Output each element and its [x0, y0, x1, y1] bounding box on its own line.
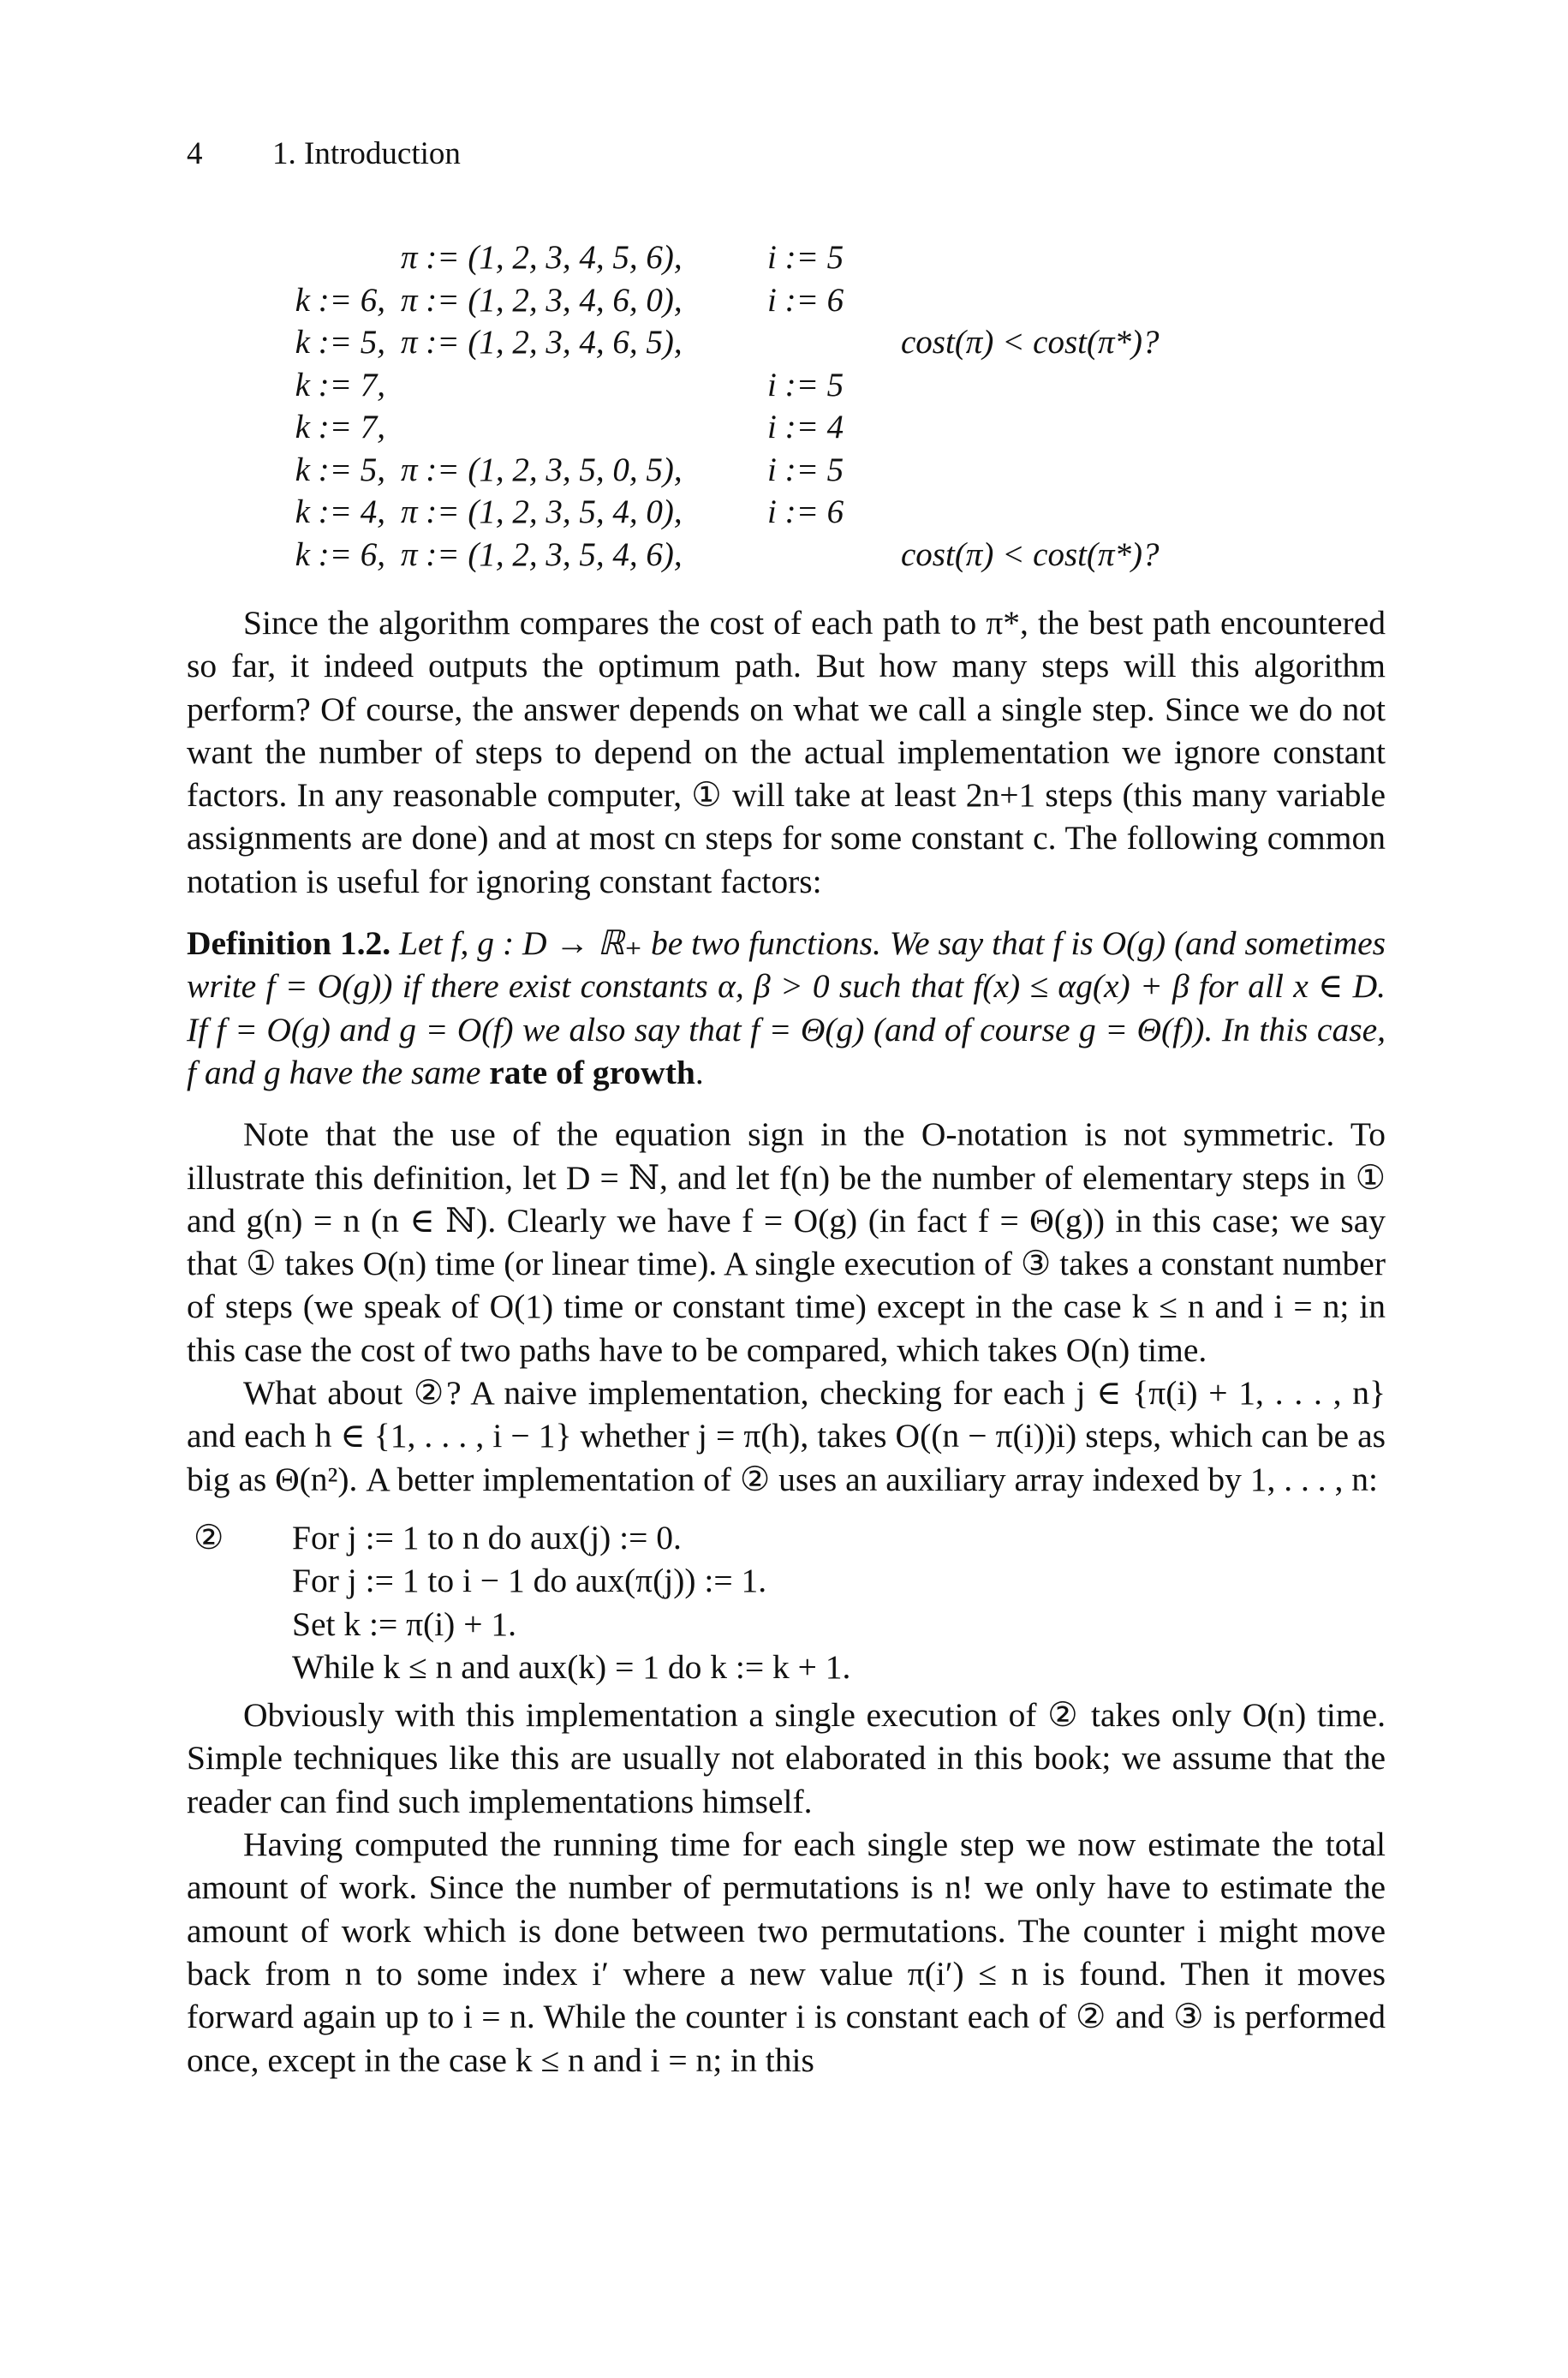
algorithm-statement: For j := 1 to n do aux(j) := 0. [292, 1518, 682, 1556]
algorithm-statement: For j := 1 to i − 1 do aux(π(j)) := 1. [292, 1562, 767, 1600]
paragraph-implementation-note: Obviously with this implementation a single execution of ② takes only O(n) time. Simple techniques like this are usually not elaborated in this book; we assume that the reader can find such implementations himself. [187, 1696, 1386, 1820]
trace-cost: cost(π) < cost(π*)? [901, 535, 1160, 573]
trace-i: i := 4 [767, 409, 844, 445]
trace-pi: π := (1, 2, 3, 5, 4, 6), [401, 535, 683, 573]
definition-label: Definition 1.2. [187, 924, 391, 963]
trace-row [187, 408, 1403, 451]
page-header [187, 135, 461, 172]
trace-cost: cost(π) < cost(π*)? [901, 324, 1160, 361]
trace-k: k := 5, [295, 451, 385, 488]
definition-term: rate of growth [489, 1053, 695, 1091]
trace-k: k := 4, [295, 493, 385, 530]
trace-k: k := 6, [295, 535, 385, 573]
paragraph-naive-implementation: What about ②? A naive implementation, checking for each j ∈ {π(i) + 1, . . . , n} and each h ∈ {1, . . . , i − 1} whether j = π(h), takes O((n − π(i))i) steps, which can be as big as Θ(n²). A better implementation of ② uses an auxiliary array indexed by 1, . . . , n: [187, 1374, 1386, 1498]
trace-pi: π := (1, 2, 3, 5, 4, 0), [401, 493, 683, 530]
running-title: 1. Introduction [272, 136, 461, 171]
trace-i: i := 5 [767, 366, 844, 403]
algorithm-line [187, 1516, 1386, 1559]
trace-i: i := 6 [767, 493, 844, 530]
definition-body: Let f, g : D → ℝ₊ be two functions. We say that f is O(g) (and sometimes write f = O(g)) if there exist constants α, β > 0 such that f(x) ≤ αg(x) + β for all x ∈ D. If f = O(g) and g = O(f) we also say that f = Θ(g) (and of course g = Θ(f)). In this case, f and g have the same [187, 924, 1386, 1091]
algorithm-line [187, 1646, 1386, 1688]
page-number: 4 [187, 136, 203, 171]
definition-end: . [695, 1053, 704, 1091]
trace-pi: π := (1, 2, 3, 4, 6, 5), [401, 324, 683, 361]
definition-1-2 [187, 922, 1386, 1094]
paragraph-algorithm-cost: Since the algorithm compares the cost of each path to π*, the best path encountered so far, it indeed outputs the optimum path. But how many steps will this algorithm perform? Of course, the answer depends on what we call a single step. Since we do not want the number of steps to depend on the actual implementation we ignore constant factors. In any reasonable computer, ① will take at least 2n+1 steps (this many variable assignments are done) and at most cn steps for some constant c. The following common notation is useful for ignoring constant factors: [187, 604, 1386, 900]
trace-row [187, 238, 1403, 281]
trace-pi: π := (1, 2, 3, 4, 5, 6), [401, 239, 683, 276]
trace-i: i := 5 [767, 451, 844, 488]
trace-i: i := 5 [767, 239, 844, 276]
paragraph-o-notation: Note that the use of the equation sign in the O-notation is not symmetric. To illustrate this definition, let D = ℕ, and let f(n) be the number of elementary steps in ① and g(n) = n (n ∈ ℕ). Clearly we have f = O(g) (in fact f = Θ(g)) in this case; we say that ① takes O(n) time (or linear time). A single execution of ③ takes a constant number of steps (we speak of O(1) time or constant time) except in the case k ≤ n and i = n; in this case the cost of two paths have to be compared, which takes O(n) time. [187, 1115, 1386, 1369]
trace-row [187, 366, 1403, 409]
trace-k: k := 7, [295, 409, 385, 445]
trace-pi: π := (1, 2, 3, 4, 6, 0), [401, 281, 683, 319]
trace-k: k := 6, [295, 281, 385, 319]
execution-trace [187, 238, 1403, 577]
trace-row [187, 535, 1403, 578]
trace-row [187, 323, 1403, 366]
algorithm-block [187, 1516, 1386, 1688]
trace-k: k := 5, [295, 324, 385, 361]
trace-row [187, 451, 1403, 493]
trace-row [187, 493, 1403, 535]
trace-row [187, 281, 1403, 324]
step-marker: ② [194, 1518, 224, 1556]
trace-pi: π := (1, 2, 3, 5, 0, 5), [401, 451, 683, 488]
algorithm-statement: Set k := π(i) + 1. [292, 1604, 516, 1643]
algorithm-line [187, 1603, 1386, 1646]
body-text [187, 601, 1386, 2082]
trace-i: i := 6 [767, 281, 844, 319]
algorithm-line [187, 1559, 1386, 1602]
paragraph-running-time: Having computed the running time for each single step we now estimate the total amount of work. Since the number of permutations is n! we only have to estimate the amount of work which is done between two permutations. The counter i might move back from n to some index i′ where a new value π(i′) ≤ n is found. Then it moves forward again up to i = n. While the counter i is constant each of ② and ③ is performed once, except in the case k ≤ n and i = n; in this [187, 1825, 1386, 2079]
algorithm-statement: While k ≤ n and aux(k) = 1 do k := k + 1. [292, 1647, 851, 1686]
trace-k: k := 7, [295, 366, 385, 403]
